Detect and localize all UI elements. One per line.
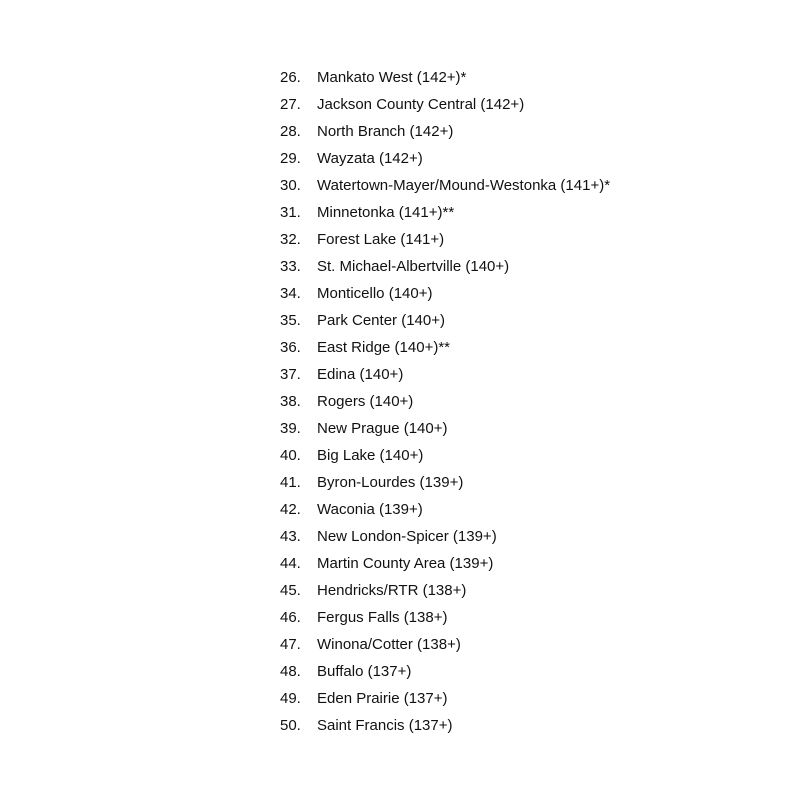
ranking-item [280,550,610,577]
rank-number: 41. [280,474,301,491]
team-entry: Forest Lake (141+) [317,231,445,248]
ranking-item [280,415,610,442]
rank-number: 46. [280,609,301,626]
rank-number: 26. [280,69,301,86]
team-entry: Winona/Cotter (138+) [317,636,461,653]
team-entry: New London-Spicer (139+) [317,528,497,545]
ranking-item [280,145,610,172]
team-entry: Jackson County Central (142+) [317,96,525,113]
rank-number: 30. [280,177,301,194]
ranking-item [280,226,610,253]
ranking-item [280,280,610,307]
team-entry: Park Center (140+) [317,312,445,329]
ranking-item [280,496,610,523]
team-entry: Mankato West (142+)* [317,69,467,86]
rank-number: 48. [280,663,301,680]
ranking-item [280,307,610,334]
team-entry: Monticello (140+) [317,285,433,302]
team-entry: Big Lake (140+) [317,447,424,464]
ranking-item [280,361,610,388]
team-entry: Minnetonka (141+)** [317,204,455,221]
team-entry: Byron-Lourdes (139+) [317,474,464,491]
ranking-item [280,442,610,469]
ranking-item [280,604,610,631]
team-entry: Waconia (139+) [317,501,423,518]
ranking-item [280,712,610,739]
ranking-item [280,523,610,550]
rank-number: 37. [280,366,301,383]
rank-number: 40. [280,447,301,464]
rank-number: 45. [280,582,301,599]
team-entry: Eden Prairie (137+) [317,690,448,707]
rank-number: 31. [280,204,301,221]
team-entry: North Branch (142+) [317,123,454,140]
ranking-item [280,64,610,91]
rank-number: 38. [280,393,301,410]
ranking-item [280,118,610,145]
ranking-item [280,172,610,199]
rank-number: 35. [280,312,301,329]
team-entry: East Ridge (140+)** [317,339,450,356]
rank-number: 43. [280,528,301,545]
team-entry: St. Michael-Albertville (140+) [317,258,510,275]
team-entry: Fergus Falls (138+) [317,609,448,626]
ranking-list [280,64,610,739]
ranking-item [280,253,610,280]
ranking-item [280,199,610,226]
ranking-item [280,631,610,658]
rank-number: 50. [280,717,301,734]
ranking-item [280,469,610,496]
team-entry: Saint Francis (137+) [317,717,453,734]
rank-number: 34. [280,285,301,302]
rank-number: 33. [280,258,301,275]
rank-number: 28. [280,123,301,140]
team-entry: Wayzata (142+) [317,150,423,167]
team-entry: Martin County Area (139+) [317,555,494,572]
rank-number: 27. [280,96,301,113]
rank-number: 42. [280,501,301,518]
team-entry: Rogers (140+) [317,393,414,410]
team-entry: Watertown-Mayer/Mound-Westonka (141+)* [317,177,611,194]
team-entry: Buffalo (137+) [317,663,412,680]
rank-number: 36. [280,339,301,356]
rank-number: 29. [280,150,301,167]
ranking-item [280,334,610,361]
ranking-item [280,577,610,604]
ranking-item [280,658,610,685]
ranking-item [280,685,610,712]
team-entry: Edina (140+) [317,366,404,383]
rank-number: 44. [280,555,301,572]
ranking-item [280,91,610,118]
rank-number: 47. [280,636,301,653]
rank-number: 49. [280,690,301,707]
team-entry: Hendricks/RTR (138+) [317,582,467,599]
team-entry: New Prague (140+) [317,420,448,437]
rank-number: 32. [280,231,301,248]
rank-number: 39. [280,420,301,437]
ranking-item [280,388,610,415]
